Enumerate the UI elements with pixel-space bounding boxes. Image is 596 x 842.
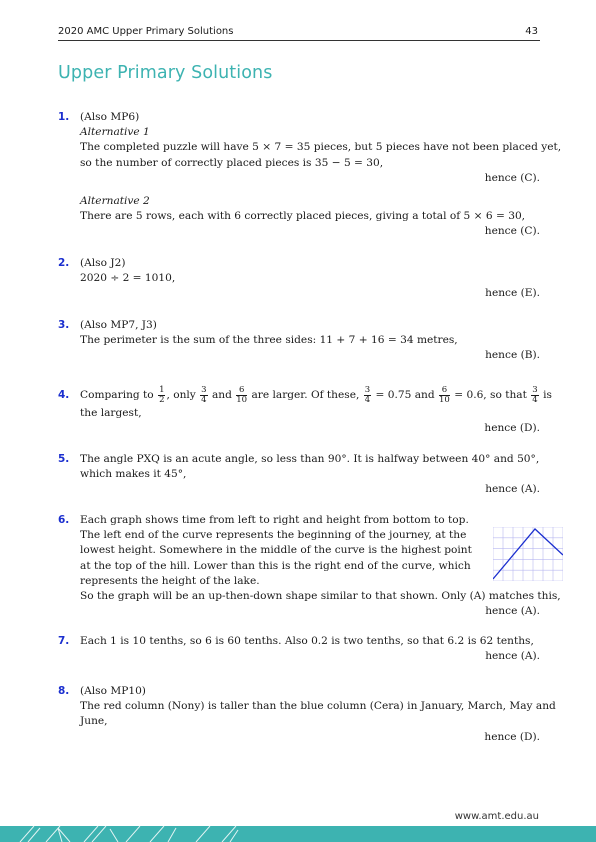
solution-1 [58,110,562,240]
fraction: $\frac{6}{10}$ [236,384,248,405]
solution-text: the largest, [80,407,142,419]
solution-6 [58,513,561,619]
footer-decorative-band [0,826,596,842]
fraction: $\frac{1}{2}$ [159,384,165,405]
alternative-heading: Alternative 1 [80,126,150,139]
solution-3 [58,318,540,364]
footer-url: www.amt.edu.au [454,811,539,822]
solution-text: at the top of the hill. Lower than this is the right end of the curve, which [80,559,471,572]
solution-8 [58,684,556,745]
question-number: 5. [58,453,70,465]
question-number: 6. [58,514,70,526]
solution-4 [58,384,552,436]
solution-5 [58,452,540,498]
question-number: 7. [58,635,70,647]
graph-curve [493,529,563,579]
answer: hence (A). [485,605,540,618]
fraction: $\frac{3}{4}$ [364,384,371,405]
answer: hence (D). [484,422,540,435]
answer: hence (C). [484,171,540,184]
solution-text: The angle PXQ is an acute angle, so less than 90°. It is halfway between 40° and 50°, [80,453,540,465]
solution-text: The completed puzzle will have 5 × 7 = 35 pieces, but 5 pieces have not been placed yet, [80,141,562,154]
solution-text: June, [80,715,108,728]
solution-7 [58,634,540,664]
answer: hence (E). [485,287,540,300]
solution-text: The perimeter is the sum of the three sides: 11 + 7 + 16 = 34 metres, [80,334,458,347]
answer: hence (C). [484,225,540,238]
question-number: 4. [58,389,70,401]
page-number: 43 [525,26,538,37]
header-title: 2020 AMC Upper Primary Solutions [58,26,234,37]
solution-text: lowest height. Somewhere in the middle of the curve is the highest point [80,544,472,557]
solution-text: There are 5 rows, each with 6 correctly placed pieces, giving a total of 5 × 6 = 30, [80,210,526,223]
solution-text: So the graph will be an up-then-down shape similar to that shown. Only (A) matches this, [80,590,561,603]
answer: hence (A). [485,483,540,496]
running-header [58,26,540,41]
solution-text: which makes it 45°, [80,468,187,481]
graph-grid [493,527,563,581]
solution-text: Each 1 is 10 tenths, so 6 is 60 tenths. Also 0.2 is two tenths, so that 6.2 is 62 tenths, [80,635,534,647]
also-reference: (Also MP7, J3) [80,319,157,331]
alternative-heading: Alternative 2 [80,195,150,208]
up-then-down-graph [493,527,563,581]
solution-text: The red column (Nony) is taller than the blue column (Cera) in January, March, May and [80,700,556,713]
page-title: Upper Primary Solutions [58,63,273,83]
solution-text: represents the height of the lake. [80,574,260,587]
solution-text: 2020 ÷ 2 = 1010, [80,272,176,285]
question-number: 3. [58,319,70,331]
answer: hence (B). [485,349,540,362]
solution-text: Comparing to $\frac{1}{2}$ , only $\frac{3}{4}$ and $\frac{6}{10}$ are larger. Of these, $\frac{3}{4}$ = 0.75 and $\frac{6}{10}$ = 0.6, so that $\frac{3}{4}$ is [80,384,552,405]
fraction: $\frac{6}{10}$ [439,384,450,405]
answer: hence (D). [484,730,540,743]
question-number: 2. [58,257,70,269]
fraction: $\frac{3}{4}$ [201,384,207,405]
question-number: 8. [58,685,70,697]
solution-text: Each graph shows time from left to right and height from bottom to top. [80,514,469,526]
fraction: $\frac{3}{4}$ [532,384,538,405]
solution-text: so the number of correctly placed pieces is 35 − 5 = 30, [80,156,384,169]
also-reference: (Also J2) [80,257,126,269]
solution-2 [58,256,540,302]
solution-text: The left end of the curve represents the beginning of the journey, at the [80,529,467,542]
question-number: 1. [58,111,70,123]
also-reference: (Also MP10) [80,685,146,697]
also-reference: (Also MP6) [80,111,140,123]
answer: hence (A). [485,650,540,663]
